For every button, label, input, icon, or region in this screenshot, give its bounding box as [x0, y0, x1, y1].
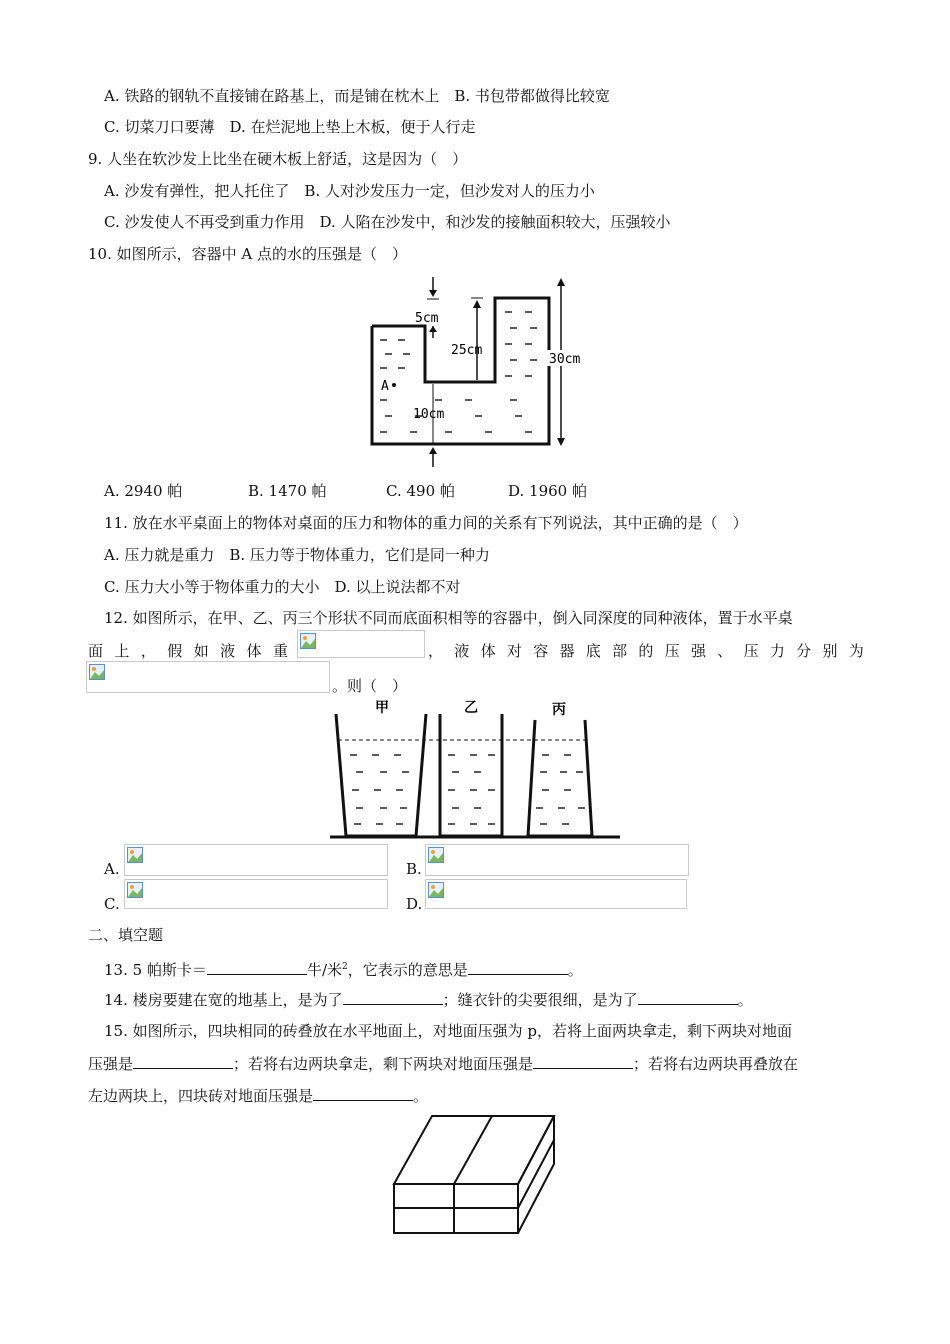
q9-stem: 9. 人坐在软沙发上比坐在硬木板上舒适，这是因为（ ） — [88, 150, 468, 168]
q15-blank-1[interactable] — [133, 1053, 233, 1069]
q14-part1: 14. 楼房要建在宽的地基上，是为了 — [104, 991, 343, 1009]
q10-container-figure — [365, 272, 585, 472]
q15-line3 — [88, 1085, 428, 1106]
q12-char: 压 — [743, 642, 759, 660]
broken-image-icon — [127, 847, 143, 863]
q13-line — [104, 957, 583, 980]
q12-char: 面 — [88, 642, 104, 660]
q12-containers-figure — [330, 700, 620, 842]
q10-option-c: C. 490 帕 — [386, 482, 455, 500]
q12-char: 容 — [533, 642, 549, 660]
q15-bricks-figure — [390, 1112, 560, 1238]
label-5cm: 5cm — [415, 311, 439, 326]
q12-char: 为 — [848, 642, 864, 660]
q15-line1: 15. 如图所示，四块相同的砖叠放在水平地面上，对地面压强为 p，若将上面两块拿走，剩下两块对地面 — [104, 1022, 792, 1040]
q13-blank-2[interactable] — [468, 959, 568, 975]
q15-blank-2[interactable] — [533, 1053, 633, 1069]
q12-char: 体 — [246, 642, 262, 660]
q8-options-line2: C. 切菜刀口要薄 D. 在烂泥地上垫上木板，便于人行走 — [104, 118, 476, 136]
q12-line3-tail: 。则（ ） — [332, 677, 408, 695]
q12-option-c: C. — [104, 895, 120, 913]
q13-part1: 13. 5 帕斯卡＝ — [104, 961, 207, 979]
q14-blank-1[interactable] — [343, 989, 443, 1005]
q14-part2: ；缝衣针的尖要很细，是为了 — [442, 991, 638, 1009]
q13-superscript: 2 — [342, 962, 348, 972]
q12-char: 如 — [193, 642, 209, 660]
q12-char: 、 — [717, 642, 733, 660]
q9-options-line2: C. 沙发使人不再受到重力作用 D. 人陷在沙发中，和沙发的接触面积较大，压强较小 — [104, 213, 671, 231]
label-yi: 乙 — [464, 700, 478, 716]
q12-char: 的 — [638, 642, 654, 660]
q12-stem: 12. 如图所示，在甲、乙、丙三个形状不同而底面积相等的容器中，倒入同深度的同种液体，置于水平桌 — [104, 609, 793, 627]
q12-char: 压 — [664, 642, 680, 660]
broken-image-pressure-formula — [86, 661, 330, 693]
q15-l2-part1: 压强是 — [88, 1055, 134, 1073]
q12-char: 部 — [612, 642, 628, 660]
q15-line2 — [88, 1053, 798, 1074]
q10-option-d: D. 1960 帕 — [508, 482, 587, 500]
q10-option-b: B. 1470 帕 — [248, 482, 327, 500]
q14-blank-2[interactable] — [638, 989, 738, 1005]
q13-part2: 牛/米 — [306, 961, 342, 979]
q12-char: ， — [428, 642, 444, 660]
q12-char: 体 — [480, 642, 496, 660]
q12-option-d: D. — [406, 895, 423, 913]
q12-line2-head — [88, 641, 288, 661]
q8-options-line1: A. 铁路的钢轨不直接铺在路基上，而是铺在枕木上 B. 书包带都做得比较宽 — [104, 87, 610, 105]
q12-option-c-image — [124, 879, 388, 909]
q12-char: 别 — [822, 642, 838, 660]
q12-option-d-image — [425, 879, 687, 909]
q12-char: 力 — [769, 642, 785, 660]
label-25cm: 25cm — [451, 343, 483, 358]
label-30cm: 30cm — [549, 352, 581, 367]
q14-part3: 。 — [737, 991, 753, 1009]
q13-part4: 。 — [567, 961, 583, 979]
q12-char: 上 — [114, 642, 130, 660]
q15-blank-3[interactable] — [313, 1085, 413, 1101]
broken-image-icon — [89, 664, 105, 680]
q12-char: 强 — [690, 642, 706, 660]
broken-image-icon — [428, 882, 444, 898]
q12-option-b-image — [425, 844, 689, 876]
q12-char: 重 — [272, 642, 288, 660]
q11-stem: 11. 放在水平桌面上的物体对桌面的压力和物体的重力间的关系有下列说法，其中正确的是（ ） — [104, 514, 748, 532]
section-title-fill-in: 二、填空题 — [88, 926, 164, 944]
q12-line2-tail — [428, 641, 864, 661]
q15-l3-part1: 左边两块上，四块砖对地面压强是 — [88, 1087, 314, 1105]
label-jia: 甲 — [375, 700, 389, 716]
q9-options-line1: A. 沙发有弹性，把人托住了 B. 人对沙发压力一定，但沙发对人的压力小 — [104, 182, 595, 200]
q12-option-a-image — [124, 844, 388, 876]
broken-image-weight-formula — [297, 630, 425, 658]
q15-l2-part2: ；若将右边两块拿走，剩下两块对地面压强是 — [233, 1055, 534, 1073]
q11-options-line1: A. 压力就是重力 B. 压力等于物体重力，它们是同一种力 — [104, 546, 490, 564]
q12-char: 液 — [220, 642, 236, 660]
q15-l2-part3: ；若将右边两块再叠放在 — [633, 1055, 799, 1073]
broken-image-icon — [127, 882, 143, 898]
q12-char: 对 — [506, 642, 522, 660]
q12-option-b: B. — [406, 860, 422, 878]
q10-stem: 10. 如图所示，容器中 A 点的水的压强是（ ） — [88, 245, 407, 263]
q12-option-a: A. — [104, 860, 120, 878]
label-bing: 丙 — [552, 702, 566, 718]
q15-l3-part2: 。 — [413, 1087, 429, 1105]
q14-line — [104, 989, 753, 1010]
q10-option-a: A. 2940 帕 — [104, 482, 183, 500]
q13-part3: ，它表示的意思是 — [347, 961, 468, 979]
q12-char: ， — [140, 642, 156, 660]
broken-image-icon — [428, 847, 444, 863]
broken-image-icon — [300, 633, 316, 649]
label-point-a: A — [381, 379, 389, 394]
q12-char: 底 — [585, 642, 601, 660]
q12-char: 分 — [796, 642, 812, 660]
q12-char: 假 — [167, 642, 183, 660]
label-10cm: 10cm — [413, 407, 445, 422]
q13-blank-1[interactable] — [207, 959, 307, 975]
q12-char: 液 — [454, 642, 470, 660]
q11-options-line2: C. 压力大小等于物体重力的大小 D. 以上说法都不对 — [104, 578, 461, 596]
q12-char: 器 — [559, 642, 575, 660]
